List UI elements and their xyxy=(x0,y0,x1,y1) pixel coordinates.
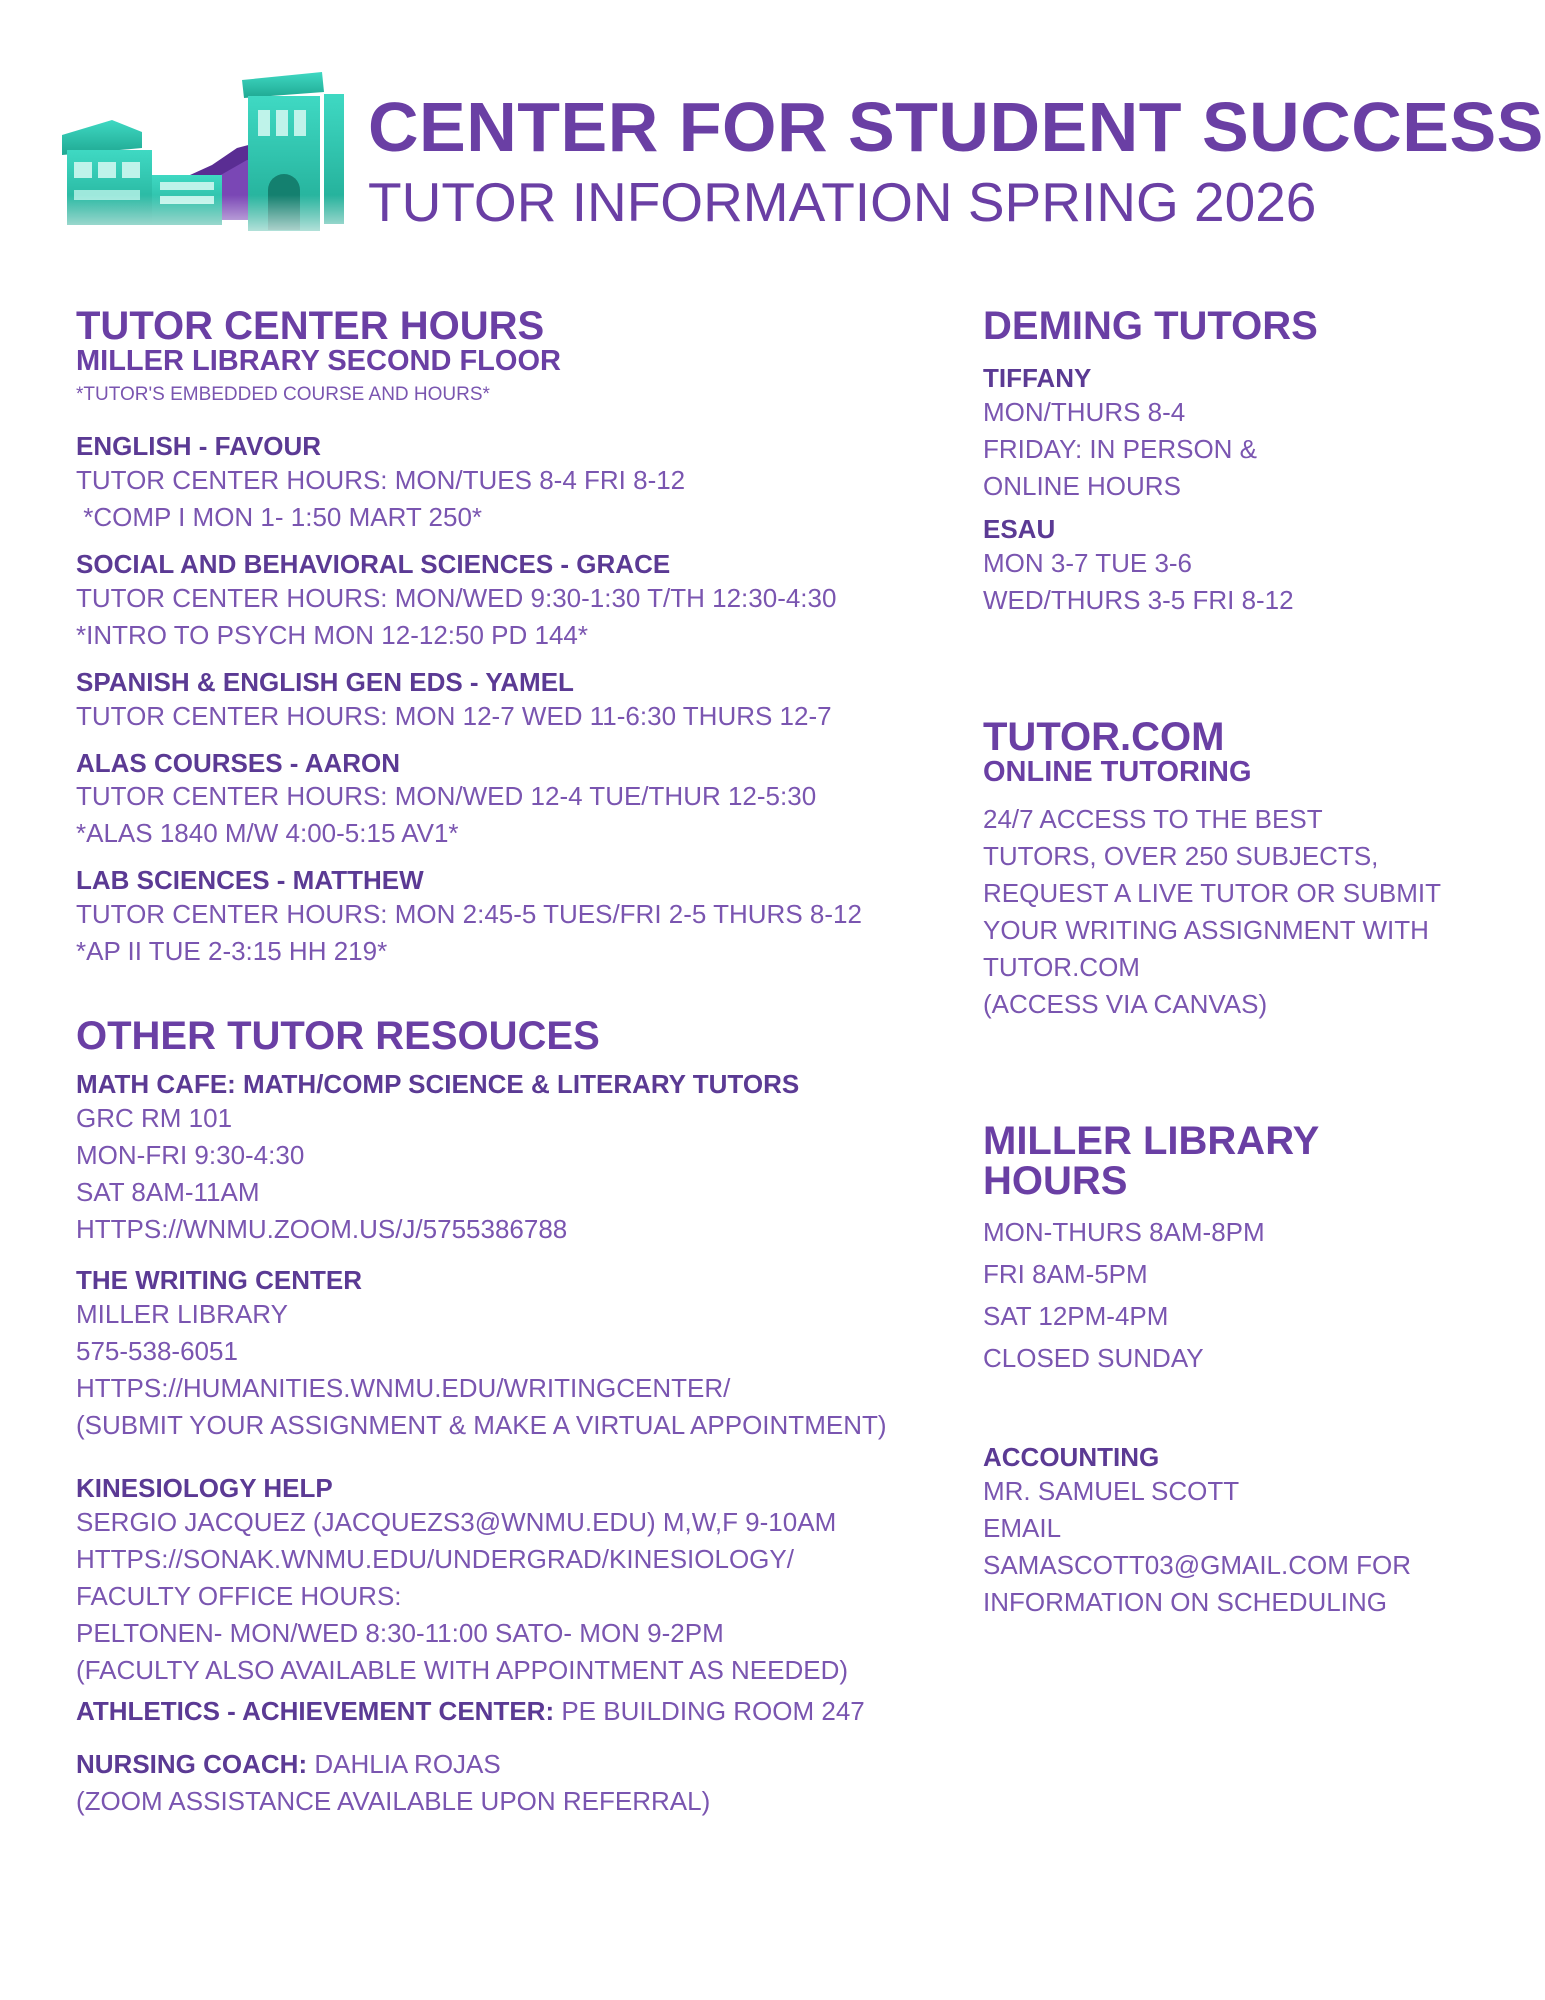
entry-line: *INTRO TO PSYCH MON 12-12:50 PD 144* xyxy=(76,619,589,650)
library-title-2: HOURS xyxy=(983,1158,1128,1203)
tutor-entry xyxy=(76,550,966,654)
athletics-line xyxy=(76,1693,966,1730)
kinesiology-block xyxy=(76,1474,966,1689)
tutorcom-title: TUTOR.COM xyxy=(983,714,1225,759)
tutorcom-line: TUTOR.COM xyxy=(983,951,1140,982)
tutor-entry xyxy=(76,866,966,970)
tutorcom-line: YOUR WRITING ASSIGNMENT WITH xyxy=(983,914,1429,945)
kinesiology-link[interactable]: HTTPS://SONAK.WNMU.EDU/UNDERGRAD/KINESIOLOGY/ xyxy=(76,1544,794,1575)
tutorcom-line: TUTORS, OVER 250 SUBJECTS, xyxy=(983,840,1379,871)
nursing-line xyxy=(76,1746,966,1783)
entry-line: TUTOR CENTER HOURS: MON/TUES 8-4 FRI 8-12 xyxy=(76,464,686,495)
writing-center-phone: 575-538-6051 xyxy=(76,1336,238,1367)
deming-tutor xyxy=(983,515,1503,619)
writing-center-link[interactable]: HTTPS://HUMANITIES.WNMU.EDU/WRITINGCENTER/ xyxy=(76,1373,731,1404)
tutorcom-line: (ACCESS VIA CANVAS) xyxy=(983,988,1268,1019)
entry-heading: LAB SCIENCES - MATTHEW xyxy=(76,865,424,896)
nursing-value: DAHLIA ROJAS xyxy=(307,1749,501,1780)
entry-line: *ALAS 1840 M/W 4:00-5:15 AV1* xyxy=(76,818,459,849)
math-cafe-line: GRC RM 101 xyxy=(76,1103,233,1134)
entry-heading: ENGLISH - FAVOUR xyxy=(76,430,322,461)
accounting-title: ACCOUNTING xyxy=(983,1441,1160,1472)
kinesiology-line: FACULTY OFFICE HOURS: xyxy=(76,1581,402,1612)
accounting-block xyxy=(983,1443,1503,1621)
kinesiology-line: PELTONEN- MON/WED 8:30-11:00 SATO- MON 9-2PM xyxy=(76,1618,724,1649)
tutor-center-location: MILLER LIBRARY SECOND FLOOR xyxy=(76,345,561,377)
tutorcom-body xyxy=(983,801,1503,1023)
library-hours-line: MON-THURS 8AM-8PM xyxy=(983,1216,1265,1247)
kinesiology-heading: KINESIOLOGY HELP xyxy=(76,1473,333,1504)
tutor-entry xyxy=(76,432,966,536)
deming-title: DEMING TUTORS xyxy=(983,304,1318,348)
tutorcom-subtitle: ONLINE TUTORING xyxy=(983,755,1252,788)
nursing-block xyxy=(76,1746,966,1820)
entry-line: *AP II TUE 2-3:15 HH 219* xyxy=(76,936,388,967)
tutor-name: TIFFANY xyxy=(983,363,1092,393)
deming-tutor xyxy=(983,364,1503,505)
entry-line: TUTOR CENTER HOURS: MON 12-7 WED 11-6:30 THURS 12-7 xyxy=(76,700,832,731)
accounting-line: INFORMATION ON SCHEDULING xyxy=(983,1586,1387,1617)
tutorcom-line: REQUEST A LIVE TUTOR OR SUBMIT xyxy=(983,877,1441,908)
library-hours-line: SAT 12PM-4PM xyxy=(983,1300,1169,1331)
writing-center-block xyxy=(76,1266,966,1444)
kinesiology-line: (FACULTY ALSO AVAILABLE WITH APPOINTMENT AS NEEDED) xyxy=(76,1655,849,1686)
tutor-line: MON/THURS 8-4 xyxy=(983,396,1186,427)
math-cafe-line: MON-FRI 9:30-4:30 xyxy=(76,1140,305,1171)
entry-line: TUTOR CENTER HOURS: MON/WED 9:30-1:30 T/TH 12:30-4:30 xyxy=(76,582,837,613)
tutor-line: WED/THURS 3-5 FRI 8-12 xyxy=(983,584,1294,615)
tutor-entry xyxy=(76,668,966,735)
left-column xyxy=(76,306,966,1820)
entry-line: TUTOR CENTER HOURS: MON 2:45-5 TUES/FRI 2-5 THURS 8-12 xyxy=(76,899,862,930)
writing-center-line: (SUBMIT YOUR ASSIGNMENT & MAKE A VIRTUAL APPOINTMENT) xyxy=(76,1410,887,1441)
accounting-line: MR. SAMUEL SCOTT xyxy=(983,1475,1240,1506)
writing-center-heading: THE WRITING CENTER xyxy=(76,1265,362,1296)
kinesiology-line: SERGIO JACQUEZ (JACQUEZS3@WNMU.EDU) M,W,F 9-10AM xyxy=(76,1507,837,1538)
tutor-line: ONLINE HOURS xyxy=(983,470,1181,501)
library-title: MILLER LIBRARY xyxy=(983,1118,1320,1163)
building-logo xyxy=(62,70,352,250)
entry-heading: SPANISH & ENGLISH GEN EDS - YAMEL xyxy=(76,666,574,697)
writing-center-line: MILLER LIBRARY xyxy=(76,1299,288,1330)
entry-heading: ALAS COURSES - AARON xyxy=(76,747,401,778)
tutor-center-title: TUTOR CENTER HOURS xyxy=(76,304,545,348)
tutorcom-line: 24/7 ACCESS TO THE BEST xyxy=(983,803,1323,834)
tutor-entry xyxy=(76,749,966,853)
entry-line: TUTOR CENTER HOURS: MON/WED 12-4 TUE/THUR 12-5:30 xyxy=(76,781,817,812)
nursing-note: (ZOOM ASSISTANCE AVAILABLE UPON REFERRAL) xyxy=(76,1786,711,1817)
library-hours-line: FRI 8AM-5PM xyxy=(983,1258,1148,1289)
page-subtitle: TUTOR INFORMATION SPRING 2026 xyxy=(368,171,1317,233)
library-hours xyxy=(983,1211,1503,1379)
right-column xyxy=(983,306,1503,1621)
athletics-value: PE BUILDING ROOM 247 xyxy=(554,1696,865,1727)
tutor-center-note: *TUTOR'S EMBEDDED COURSE AND HOURS* xyxy=(76,383,490,405)
library-hours-line: CLOSED SUNDAY xyxy=(983,1342,1204,1373)
math-cafe-block xyxy=(76,1070,966,1248)
math-cafe-line: SAT 8AM-11AM xyxy=(76,1177,260,1208)
page-title: CENTER FOR STUDENT SUCCESS xyxy=(368,88,1544,166)
tutor-line: MON 3-7 TUE 3-6 xyxy=(983,547,1193,578)
entry-line: *COMP I MON 1- 1:50 MART 250* xyxy=(76,501,483,532)
accounting-line: EMAIL xyxy=(983,1512,1062,1543)
tutor-line: FRIDAY: IN PERSON & xyxy=(983,433,1258,464)
accounting-email[interactable]: SAMASCOTT03@GMAIL.COM FOR xyxy=(983,1549,1411,1580)
athletics-label: ATHLETICS - ACHIEVEMENT CENTER: xyxy=(76,1696,555,1727)
math-cafe-link[interactable]: HTTPS://WNMU.ZOOM.US/J/5755386788 xyxy=(76,1214,568,1245)
nursing-label: NURSING COACH: xyxy=(76,1749,308,1780)
tutor-name: ESAU xyxy=(983,513,1056,544)
math-cafe-heading: MATH CAFE: MATH/COMP SCIENCE & LITERARY TUTORS xyxy=(76,1069,800,1100)
other-resources-title: OTHER TUTOR RESOUCES xyxy=(76,1014,600,1059)
entry-heading: SOCIAL AND BEHAVIORAL SCIENCES - GRACE xyxy=(76,548,671,579)
